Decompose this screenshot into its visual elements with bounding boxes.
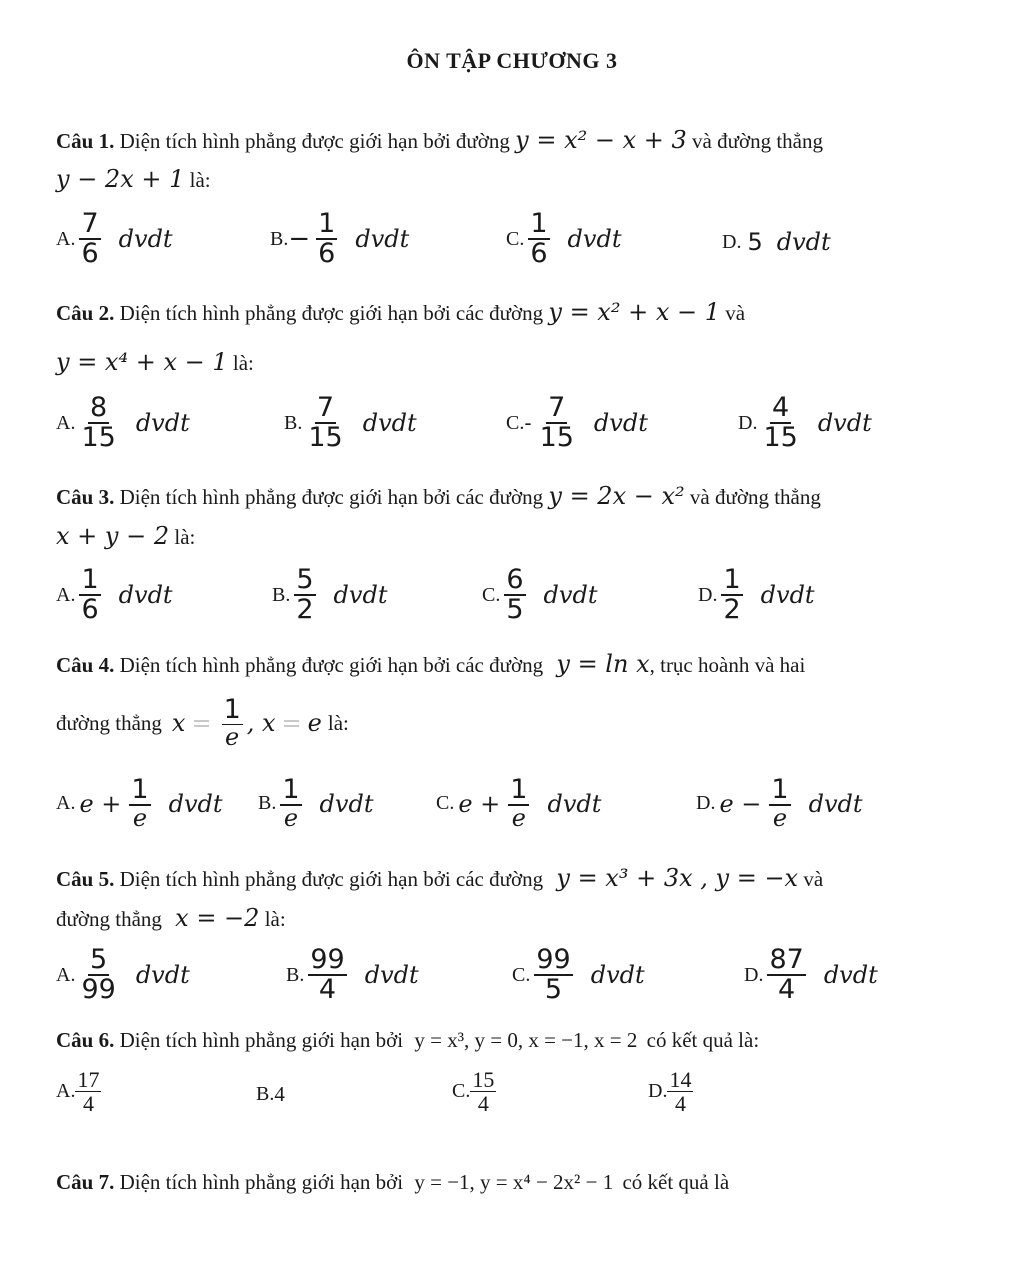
option-label: B. — [270, 227, 289, 250]
question-6-tail-1: có kết quả là: — [646, 1028, 760, 1052]
numerator: 1 — [530, 208, 548, 239]
fraction — [767, 946, 805, 1005]
denominator: 15 — [81, 422, 116, 454]
question-4-line-2 — [56, 696, 349, 751]
question-2-option-d — [738, 394, 872, 453]
question-5-tail-2: là: — [264, 907, 286, 931]
question-1-label: Câu 1. — [56, 129, 115, 153]
equals-sign-faint: = — [281, 709, 302, 738]
option-label: D. — [744, 963, 764, 986]
question-1-tail-1: và đường thẳng — [692, 129, 823, 153]
fraction — [79, 394, 117, 453]
equals-sign-faint: = — [191, 709, 212, 738]
question-1-option-d — [722, 228, 831, 256]
sign: - — [524, 411, 532, 436]
numerator: 1 — [282, 774, 300, 805]
question-4-option-c — [436, 776, 601, 832]
unit: dvdt — [760, 581, 815, 610]
question-5-line-1 — [56, 866, 823, 890]
fraction — [75, 1068, 101, 1115]
option-label: A. — [56, 792, 76, 815]
numerator: 7 — [548, 392, 566, 423]
question-1-tail-2: là: — [189, 168, 211, 192]
fraction — [721, 566, 742, 625]
question-5-expr-1: y = x³ + 3x , y = −x — [556, 864, 799, 892]
option-label: C. — [436, 792, 455, 815]
unit: dvdt — [817, 409, 872, 438]
question-3-line-2 — [56, 524, 195, 548]
unit: dvdt — [319, 789, 374, 818]
unit: dvdt — [168, 789, 223, 818]
page-title: ÔN TẬP CHƯƠNG 3 — [406, 48, 618, 73]
question-1-line-2 — [56, 167, 211, 191]
denominator: 5 — [506, 594, 524, 626]
denominator: e — [283, 804, 299, 833]
question-2-option-a — [56, 394, 190, 453]
question-7-line-1 — [56, 1172, 729, 1193]
option-prefix: e − — [719, 789, 762, 818]
question-2-expr-2: y = x⁴ + x − 1 — [56, 348, 228, 376]
option-label: D. — [722, 230, 742, 253]
unit: dvdt — [776, 228, 831, 256]
question-5-line-2-text: đường thẳng — [56, 907, 162, 931]
question-4-e-symbol: e — [307, 709, 322, 738]
numerator: 99 — [310, 944, 345, 975]
unit: dvdt — [118, 225, 173, 254]
denominator: 6 — [318, 238, 336, 270]
question-2-line-2 — [56, 350, 254, 374]
fraction — [470, 1068, 496, 1115]
question-5-option-b — [286, 946, 419, 1005]
unit: dvdt — [590, 961, 645, 990]
denominator: 15 — [763, 422, 798, 454]
question-7-stem: Diện tích hình phẳng giới hạn bởi — [119, 1170, 404, 1194]
fraction — [79, 566, 100, 625]
question-2-option-b — [284, 394, 417, 453]
unit: dvdt — [543, 581, 598, 610]
option-label: B. — [272, 583, 291, 606]
question-3-option-c — [482, 566, 597, 625]
question-2-tail-2: là: — [232, 351, 254, 375]
denominator: 4 — [82, 1091, 94, 1117]
denominator: e — [511, 804, 526, 833]
question-5-option-d — [744, 946, 878, 1005]
question-2-line-1 — [56, 300, 745, 324]
question-1-option-c — [506, 210, 621, 269]
question-4-expr-1: y = ln x — [556, 650, 650, 678]
numerator: 1 — [131, 774, 149, 805]
question-7-label: Câu 7. — [56, 1170, 115, 1194]
numerator: 7 — [81, 208, 99, 239]
question-6-option-c — [452, 1068, 500, 1115]
denominator: e — [132, 804, 148, 833]
numerator: 1 — [723, 564, 741, 595]
unit: dvdt — [364, 961, 419, 990]
question-5-label: Câu 5. — [56, 867, 115, 891]
question-3-option-a — [56, 566, 173, 625]
option-label: A. — [56, 963, 76, 986]
denominator: 2 — [296, 594, 314, 626]
question-5-option-a — [56, 946, 190, 1005]
numerator: 1 — [223, 694, 241, 725]
option-label: A. — [56, 411, 76, 434]
question-3-expr-1: y = 2x − x² — [548, 482, 685, 510]
numerator: 7 — [316, 392, 335, 423]
unit: dvdt — [135, 409, 190, 438]
option-label: C. — [506, 227, 525, 250]
fraction — [316, 210, 337, 269]
question-6-stem: Diện tích hình phẳng giới hạn bởi — [119, 1028, 404, 1052]
fraction — [508, 776, 529, 832]
question-2-stem: Diện tích hình phẳng được giới hạn bởi các đường — [119, 301, 544, 325]
denominator: 99 — [81, 974, 116, 1006]
numerator: 5 — [90, 944, 108, 975]
option-label: C. — [482, 583, 501, 606]
denominator: 15 — [308, 422, 343, 454]
question-4-line-1 — [56, 652, 805, 676]
question-1-option-b — [270, 210, 409, 269]
question-1-line-1 — [56, 128, 823, 152]
unit: dvdt — [808, 789, 863, 818]
question-5-stem: Diện tích hình phẳng được giới hạn bởi các đường — [119, 867, 544, 891]
question-3-label: Câu 3. — [56, 485, 115, 509]
fraction — [769, 776, 790, 832]
fraction — [222, 696, 243, 751]
question-2-label: Câu 2. — [56, 301, 115, 325]
question-1-expr-2: y − 2x + 1 — [56, 165, 185, 193]
question-4-option-d — [696, 776, 863, 832]
denominator: 4 — [318, 974, 337, 1006]
denominator: 4 — [477, 1091, 489, 1117]
denominator: 6 — [530, 238, 548, 270]
denominator: e — [225, 723, 240, 752]
question-6-option-a — [56, 1068, 105, 1115]
question-7-tail-1: có kết quả là — [622, 1170, 730, 1194]
fraction — [294, 566, 315, 625]
unit: dvdt — [333, 581, 388, 610]
fraction — [504, 566, 525, 625]
question-6-option-b — [256, 1082, 285, 1107]
option-prefix: e + — [458, 789, 501, 818]
question-4-label: Câu 4. — [56, 653, 115, 677]
denominator: e — [772, 804, 788, 833]
option-label: D. — [696, 792, 716, 815]
option-label: D. — [738, 411, 758, 434]
question-5-expr-2: x = −2 — [175, 904, 260, 932]
question-5-tail-1: và — [803, 867, 824, 891]
fraction — [306, 394, 344, 453]
question-3-stem: Diện tích hình phẳng được giới hạn bởi các đường — [119, 485, 544, 509]
numerator: 1 — [318, 208, 336, 239]
option-value: 4 — [274, 1082, 285, 1106]
option-label: B. — [256, 1083, 275, 1105]
numerator: 4 — [772, 392, 790, 423]
question-4-x-symbol: x — [171, 709, 186, 738]
unit: dvdt — [135, 961, 190, 990]
numerator: 8 — [90, 392, 108, 423]
question-4-tail-1: , trục hoành và hai — [649, 653, 806, 677]
question-2-expr-1: y = x² + x − 1 — [548, 298, 720, 326]
fraction — [667, 1068, 693, 1115]
numerator: 87 — [769, 944, 804, 975]
option-label: B. — [258, 792, 277, 815]
option-label: A. — [56, 583, 76, 606]
unit: dvdt — [823, 961, 878, 990]
question-3-line-1 — [56, 484, 821, 508]
denominator: 6 — [81, 238, 99, 270]
fraction — [308, 946, 346, 1005]
option-label: D. — [698, 583, 718, 606]
numerator: 5 — [296, 564, 314, 595]
question-3-tail-1: và đường thẳng — [689, 485, 821, 509]
unit: dvdt — [362, 409, 417, 438]
question-4-tail-2: là: — [327, 710, 349, 735]
fraction — [534, 946, 572, 1005]
question-5-line-2 — [56, 906, 286, 930]
denominator: 4 — [674, 1091, 686, 1117]
numerator: 6 — [506, 564, 524, 595]
option-label: A. — [56, 227, 76, 250]
unit: dvdt — [118, 581, 173, 610]
fraction — [79, 210, 100, 269]
option-prefix: e + — [79, 789, 122, 818]
unit: dvdt — [593, 409, 648, 438]
question-6-option-d — [648, 1068, 697, 1115]
unit: dvdt — [355, 225, 410, 254]
denominator: 5 — [544, 974, 563, 1006]
option-label: C. — [512, 963, 531, 986]
fraction — [129, 776, 150, 832]
numerator: 17 — [77, 1067, 100, 1092]
numerator: 1 — [510, 774, 528, 805]
question-3-expr-2: x + y − 2 — [56, 522, 170, 550]
option-label: B. — [284, 411, 303, 434]
question-1-option-a — [56, 210, 173, 269]
numerator: 14 — [669, 1067, 692, 1092]
question-6-expr-1: y = x³, y = 0, x = −1, x = 2 — [414, 1028, 638, 1052]
fraction — [280, 776, 301, 832]
question-5-option-c — [512, 946, 645, 1005]
option-label: C. — [506, 411, 525, 434]
question-3-option-b — [272, 566, 387, 625]
question-1-expr-1: y = x² − x + 3 — [515, 126, 687, 154]
question-4-line-2-text: đường thẳng — [56, 710, 162, 735]
numerator: 1 — [771, 774, 789, 805]
numerator: 99 — [536, 944, 571, 975]
question-4-option-a — [56, 776, 223, 832]
sign: − — [288, 224, 311, 255]
question-1-stem: Diện tích hình phẳng được giới hạn bởi đường — [119, 129, 510, 153]
question-7-expr-1: y = −1, y = x⁴ − 2x² − 1 — [414, 1170, 614, 1194]
option-label: D. — [648, 1080, 668, 1103]
question-4-comma-x: , x — [246, 709, 276, 738]
numerator: 1 — [81, 564, 99, 595]
option-value: 5 — [747, 228, 763, 256]
question-6-label: Câu 6. — [56, 1028, 115, 1052]
fraction — [79, 946, 117, 1005]
question-3-tail-2: là: — [174, 525, 196, 549]
question-2-option-c — [506, 394, 648, 453]
question-3-option-d — [698, 566, 815, 625]
question-4-option-b — [258, 776, 373, 832]
denominator: 6 — [81, 594, 99, 626]
fraction — [761, 394, 799, 453]
denominator: 15 — [539, 422, 574, 454]
question-6-line-1 — [56, 1030, 759, 1051]
denominator: 4 — [778, 974, 796, 1006]
unit: dvdt — [547, 789, 602, 818]
unit: dvdt — [567, 225, 622, 254]
numerator: 15 — [472, 1067, 495, 1092]
question-4-stem: Diện tích hình phẳng được giới hạn bởi các đường — [119, 653, 544, 677]
fraction — [538, 394, 576, 453]
option-label: C. — [452, 1080, 471, 1103]
question-2-tail-1: và — [725, 301, 746, 325]
option-label: B. — [286, 963, 305, 986]
denominator: 2 — [723, 594, 741, 626]
option-label: A. — [56, 1080, 76, 1103]
fraction — [528, 210, 549, 269]
